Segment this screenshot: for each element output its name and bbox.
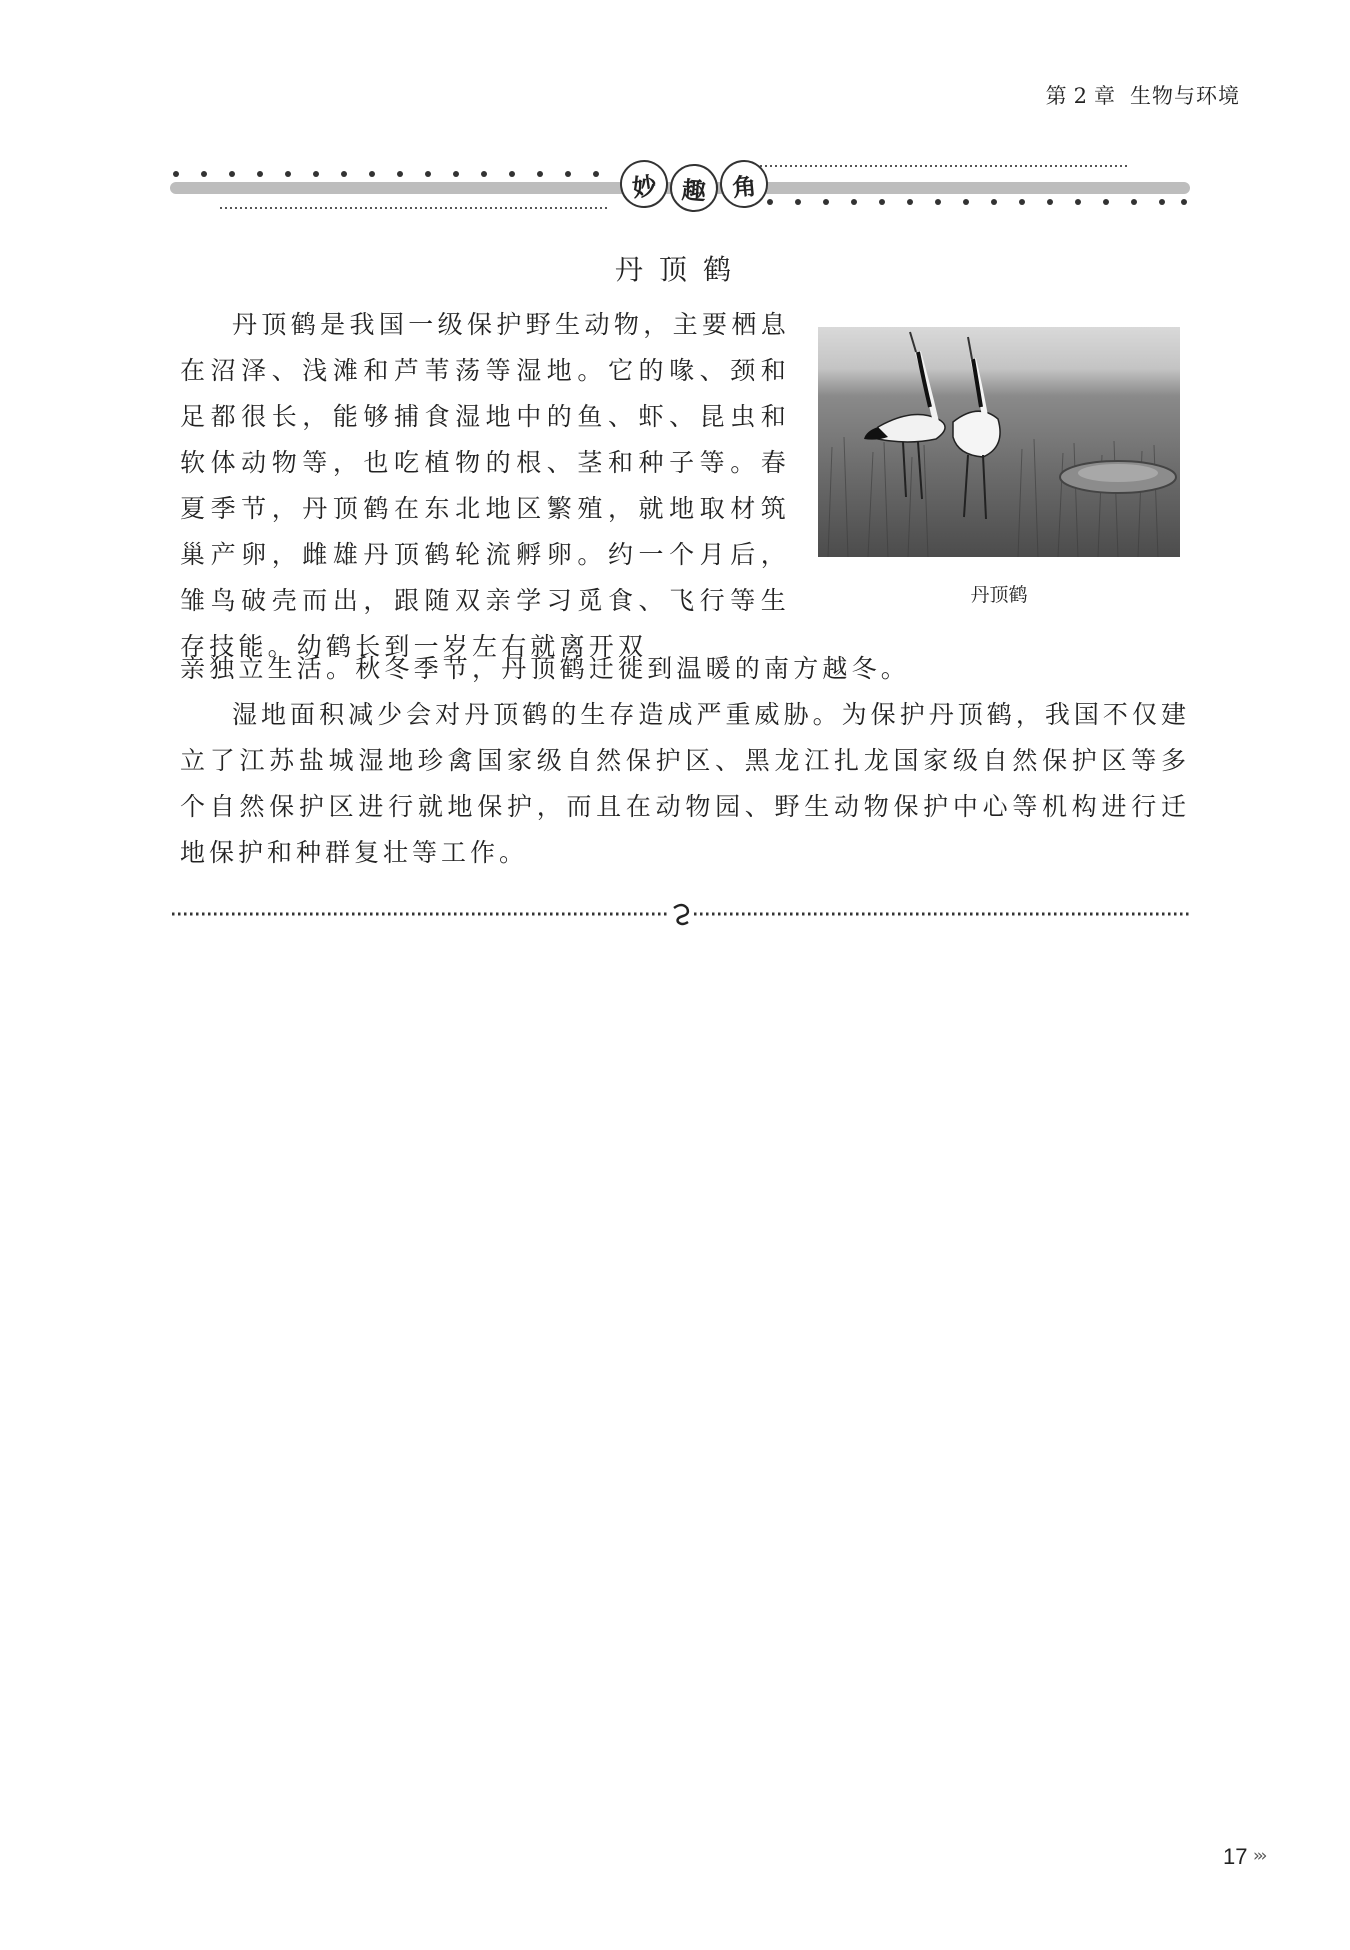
- swirl-ornament-icon: [674, 905, 688, 924]
- chapter-title: 生物与环境: [1130, 84, 1240, 108]
- chapter-suffix: 章: [1094, 84, 1116, 108]
- end-ornament-rule: [172, 902, 1190, 926]
- banner-char-2: 趣: [668, 162, 719, 213]
- paragraph-1-tail: 亲独立生活。秋冬季节，丹顶鹤迁徙到温暖的南方越冬。: [180, 654, 911, 683]
- chapter-header: [1046, 80, 1240, 110]
- paragraph-1-wrapped: 丹顶鹤是我国一级保护野生动物，主要栖息在沼泽、浅滩和芦苇荡等湿地。它的喙、颈和足都很长，能够捕食湿地中的鱼、虾、昆虫和软体动物等，也吃植物的根、茎和种子等。春夏季节，丹顶鹤在东北地区繁殖，就地取材筑巢产卵，雌雄丹顶鹤轮流孵卵。约一个月后，雏鸟破壳而出，跟随双亲学习觅食、飞行等生存技能。幼鹤长到一岁左右就离开双: [180, 310, 790, 661]
- banner-char-1: 妙: [617, 157, 671, 211]
- banner-dots-top: [173, 171, 599, 177]
- title-char-2: 顶: [658, 253, 697, 286]
- red-crowned-crane-image: [818, 327, 1180, 557]
- page-arrows-icon: ›››: [1253, 1846, 1265, 1866]
- article-title: [0, 248, 1350, 288]
- banner-char-3: 角: [718, 158, 771, 211]
- photo-caption: 丹顶鹤: [970, 584, 1028, 606]
- title-char-3: 鹤: [703, 253, 742, 286]
- page-number: 17: [1223, 1844, 1248, 1869]
- paragraph-2: 湿地面积减少会对丹顶鹤的生存造成严重威胁。为保护丹顶鹤，我国不仅建立了江苏盐城湿地珍禽国家级自然保护区、黑龙江扎龙国家级自然保护区等多个自然保护区进行就地保护，而且在动物园、野生动物保护中心等机构进行迁地保护和种群复壮等工作。: [180, 700, 1190, 867]
- crane-photo: [818, 327, 1180, 557]
- chapter-prefix: 第: [1045, 84, 1068, 108]
- chapter-number: 2: [1073, 84, 1088, 108]
- banner-label: [620, 160, 768, 212]
- banner-dots-bottom: [767, 199, 1187, 205]
- title-char-1: 丹: [614, 253, 653, 286]
